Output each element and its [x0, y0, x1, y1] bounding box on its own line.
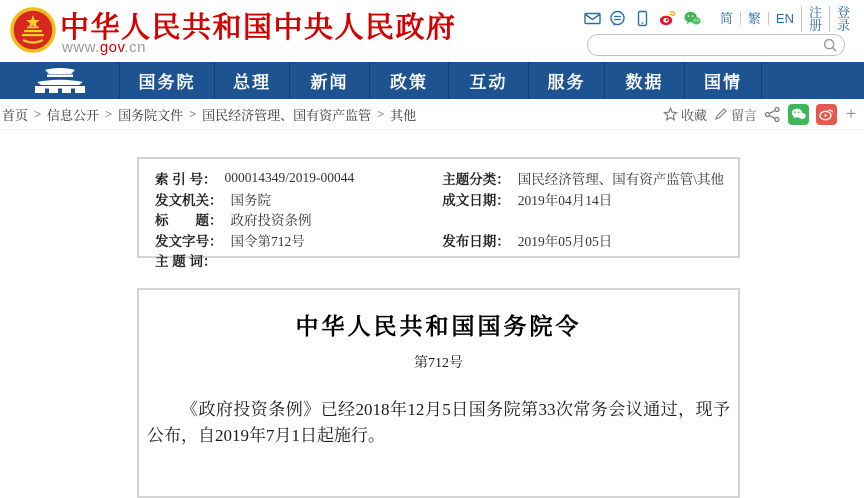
meta-row-title: [155, 209, 442, 230]
meta-label: 索 引 号：: [155, 172, 217, 188]
mail-icon[interactable]: [584, 10, 601, 27]
meta-label: 主 题 词：: [155, 254, 217, 270]
meta-column-right: [442, 168, 724, 256]
header-icons-row: [587, 4, 857, 33]
mobile-icon[interactable]: [634, 10, 651, 27]
document-meta-table: [137, 157, 740, 270]
nav-item-guowuyuan[interactable]: 国务院: [120, 62, 215, 99]
nav-item-zhengce[interactable]: 政策: [370, 62, 449, 99]
meta-label: 标 题：: [155, 213, 223, 229]
meta-value: 2019年05月05日: [517, 233, 613, 249]
site-header: [0, 0, 864, 62]
breadcrumb: [0, 99, 864, 130]
document-number: 第712号: [414, 356, 463, 371]
site-url: [62, 39, 146, 56]
message-icon[interactable]: [609, 10, 626, 27]
nav-item-xinwen[interactable]: 新闻: [290, 62, 370, 99]
search-icon[interactable]: [823, 38, 838, 53]
document-body-paragraph: 《政府投资条例》已经2018年12月5日国务院第33次常务会议通过，现予公布，自2019年7月1日起施行。: [147, 400, 730, 445]
header-right: [587, 4, 857, 56]
breadcrumb-separator: >: [34, 107, 42, 121]
url-cn: .cn: [124, 39, 146, 56]
meta-row-publish-date: [442, 230, 724, 251]
lang-traditional[interactable]: 繁: [740, 12, 768, 25]
search-box: [587, 34, 845, 56]
message-label: 留言: [731, 107, 758, 123]
register-link[interactable]: 注册: [801, 6, 829, 32]
url-gov: gov: [99, 39, 125, 56]
nav-item-guoqing[interactable]: 国情: [685, 62, 762, 99]
login-link[interactable]: 登录: [829, 6, 857, 32]
wechat-share-icon[interactable]: [788, 104, 809, 125]
url-www: www.: [62, 39, 100, 56]
more-actions-button[interactable]: +: [846, 104, 856, 123]
breadcrumb-category[interactable]: 国民经济管理、国有资产监管: [202, 107, 372, 123]
meta-label: 发文字号：: [155, 233, 223, 249]
nav-filler: [762, 62, 864, 99]
favorite-button[interactable]: [663, 105, 707, 124]
nav-item-fuwu[interactable]: 服务: [529, 62, 605, 99]
meta-column-left: [155, 168, 442, 270]
breadcrumb-separator: >: [105, 107, 113, 121]
document-title: 中华人民共和国国务院令: [295, 314, 582, 339]
meta-label: 主题分类：: [442, 172, 510, 188]
breadcrumb-separator: >: [189, 107, 197, 121]
meta-row-document-number: [155, 230, 442, 251]
national-emblem-logo[interactable]: [10, 7, 56, 53]
meta-row-index-number: [155, 168, 442, 189]
breadcrumb-separator: >: [377, 107, 385, 121]
meta-value: 国民经济管理、国有资产监管\其他: [517, 172, 724, 188]
star-icon: [663, 107, 678, 122]
breadcrumb-home[interactable]: 首页: [2, 107, 29, 123]
site-title[interactable]: 中华人民共和国中央人民政府: [60, 12, 457, 44]
meta-row-issuing-agency: [155, 189, 442, 210]
meta-label: 成文日期：: [442, 192, 510, 208]
meta-value: 国令第712号: [230, 233, 305, 249]
meta-label: 发文机关：: [155, 192, 223, 208]
document-content: [137, 288, 740, 498]
favorite-label: 收藏: [681, 107, 708, 123]
wechat-icon[interactable]: [684, 10, 701, 27]
breadcrumb-info-disclosure[interactable]: 信息公开: [47, 107, 100, 123]
lang-simplified[interactable]: 简: [719, 11, 733, 26]
meta-row-keywords: [155, 250, 442, 271]
meta-row-written-date: [442, 189, 724, 210]
meta-row-subject-category: [442, 168, 724, 189]
meta-value: 国务院: [230, 192, 271, 208]
message-button[interactable]: [714, 105, 757, 124]
meta-label: 发布日期：: [442, 233, 510, 249]
main-nav: [0, 62, 864, 99]
meta-value: 000014349/2019-00044: [224, 170, 355, 186]
meta-value: 2019年04月14日: [517, 192, 613, 208]
share-icon[interactable]: [764, 106, 781, 123]
nav-item-hudong[interactable]: 互动: [449, 62, 529, 99]
nav-item-zongli[interactable]: 总理: [215, 62, 290, 99]
lang-english[interactable]: EN: [768, 12, 801, 25]
meta-value: 政府投资条例: [230, 213, 312, 229]
breadcrumb-state-council-docs[interactable]: 国务院文件: [118, 107, 184, 123]
weibo-share-icon[interactable]: [816, 104, 837, 125]
weibo-icon[interactable]: [659, 10, 676, 27]
search-input[interactable]: [598, 36, 818, 54]
lang-links: [713, 6, 857, 32]
breadcrumb-other[interactable]: 其他: [390, 107, 417, 123]
nav-home-tiananmen-icon[interactable]: [0, 62, 120, 99]
pencil-icon: [714, 107, 728, 121]
breadcrumb-actions: [663, 104, 856, 125]
nav-item-shuju[interactable]: 数据: [605, 62, 685, 99]
